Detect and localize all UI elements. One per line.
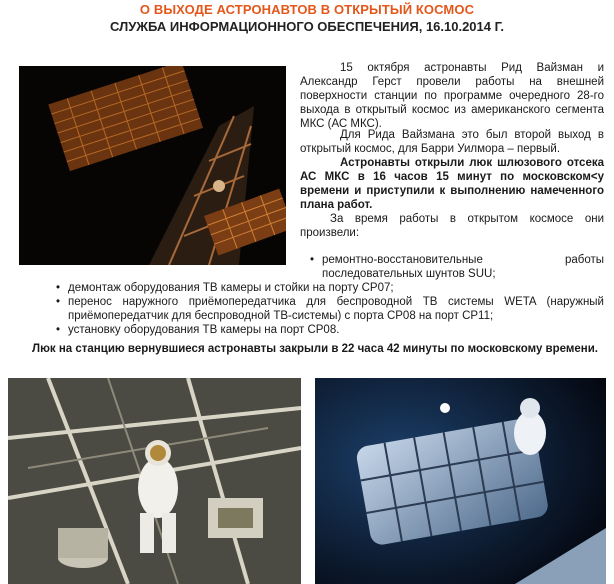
list-item: • установку оборудования ТВ камеры на порт CP08. <box>56 323 604 337</box>
paragraph-intro: 15 октября астронавты Рид Вайзман и Александр Герст провели работы на внешней поверхности станции по программе очередного 28-го выхода в открытый космос из американского сегмента МКС (АС МКС). <box>300 62 604 130</box>
paragraph-hatch-opened: Астронавты открыли люк шлюзового отсека АС МКС в 16 часов 15 минут по московском<у времени и приступили к выполнению намеченного плана работ. <box>300 157 604 211</box>
list-item: • перенос наружного приёмопередатчика для беспроводной ТВ системы WETA (наружный приёмопередатчик для беспроводной ТВ-системы) с порта CP08 на порт CP11; <box>56 295 604 323</box>
list-item: • демонтаж оборудования ТВ камеры и стойки на порту CP07; <box>56 281 604 295</box>
paragraph-second: Для Рида Вайзмана это был второй выход в открытый космос, для Барри Уилмора – первый. <box>300 129 604 155</box>
photo-astronaut-spacewalk <box>8 378 301 584</box>
article-title: О ВЫХОДЕ АСТРОНАВТОВ В ОТКРЫТЫЙ КОСМОС <box>139 2 475 17</box>
article-subtitle: СЛУЖБА ИНФОРМАЦИОННОГО ОБЕСПЕЧЕНИЯ, 16.10.2014 Г. <box>110 19 504 34</box>
paragraph-hatch-closed: Люк на станцию вернувшиеся астронавты закрыли в 22 часа 42 минуты по московскому времени. <box>32 343 598 355</box>
task-list <box>56 253 604 337</box>
paragraph-tasks-intro: За время работы в открытом космосе они произвели: <box>300 213 604 239</box>
photo-station-module <box>315 378 606 584</box>
photo-solar-array <box>19 66 286 265</box>
list-item: • ремонтно-восстановительные работы последовательных шунтов SUU; <box>310 253 604 281</box>
